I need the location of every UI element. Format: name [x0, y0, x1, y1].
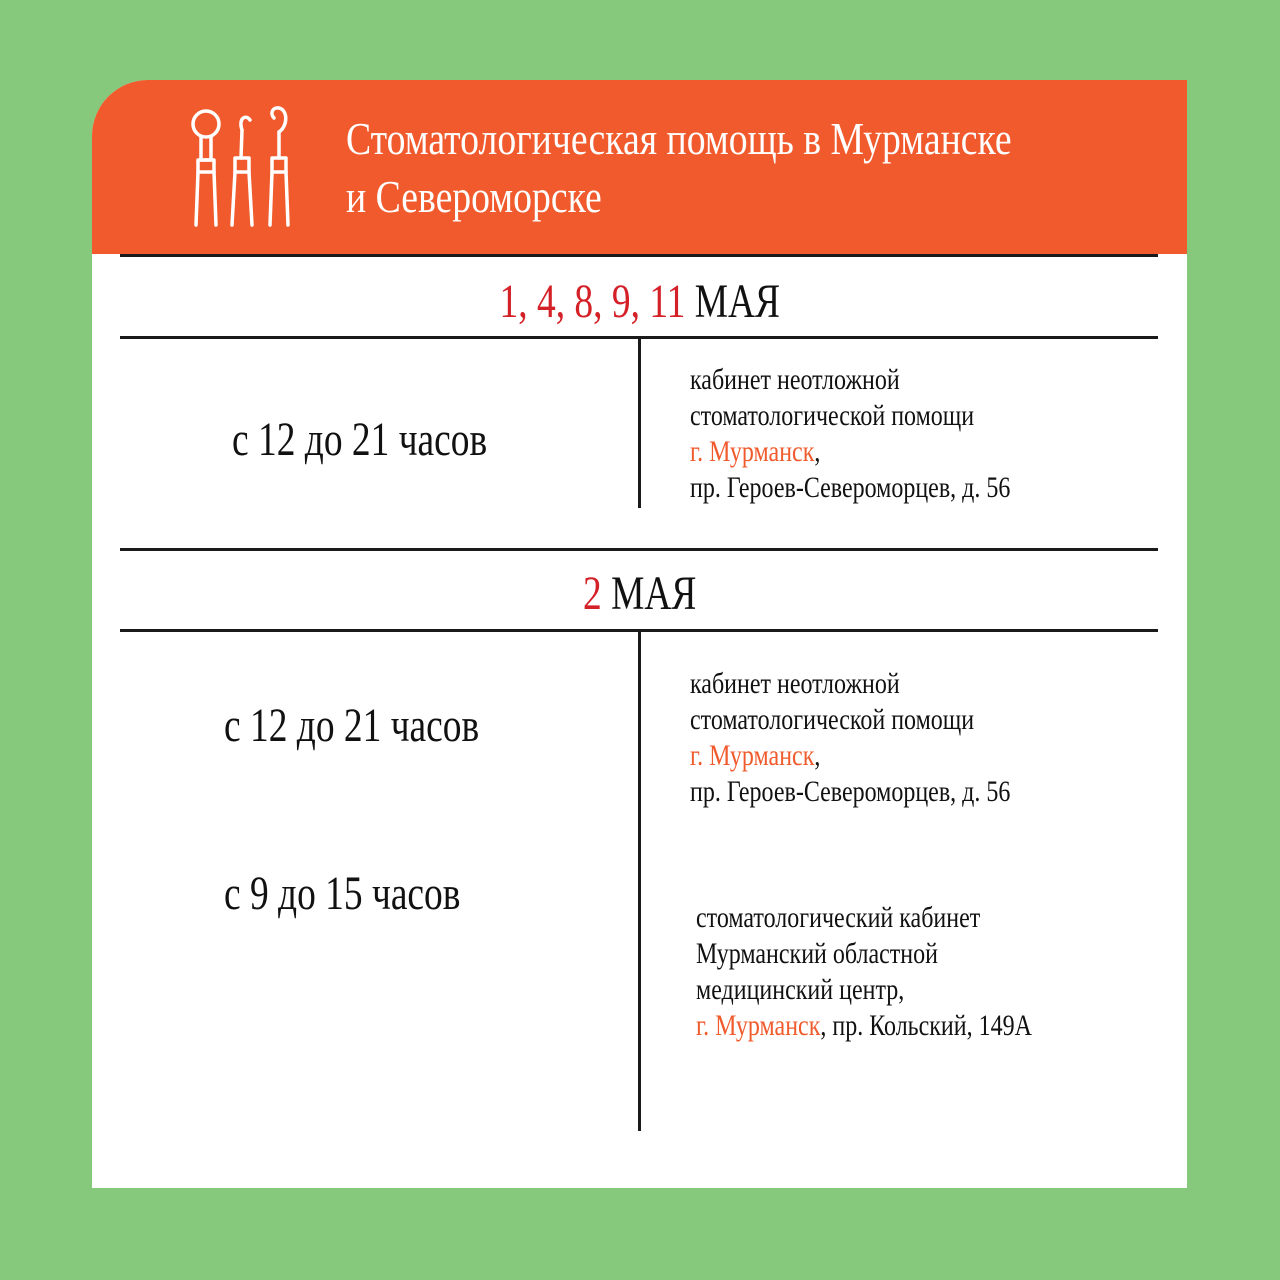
date-numbers: 1, 4, 8, 9, 11	[499, 275, 686, 328]
address-city-comma: ,	[814, 435, 821, 468]
title-line-1: Стоматологическая помощь в Мурманске	[346, 113, 1012, 164]
address-street: пр. Героев-Североморцев, д. 56	[690, 471, 1011, 504]
address-line: стоматологической помощи	[690, 703, 975, 736]
page-title	[346, 110, 1012, 226]
address-street: пр. Героев-Североморцев, д. 56	[690, 775, 1011, 808]
date-number: 2	[582, 567, 602, 620]
date-month: МАЯ	[694, 275, 780, 328]
date-heading-2	[92, 566, 1187, 622]
address-city: г. Мурманск	[690, 739, 815, 772]
date-heading-1	[92, 274, 1187, 330]
column-divider	[638, 631, 641, 1131]
address-line: Мурманский областной	[696, 937, 938, 970]
address-street: , пр. Кольский, 149А	[820, 1009, 1032, 1042]
address-city-line	[696, 1008, 1032, 1044]
address-line: стоматологической помощи	[690, 399, 975, 432]
address-city: г. Мурманск	[690, 435, 815, 468]
address-line: стоматологический кабинет	[696, 901, 981, 934]
address-city-line	[690, 434, 1010, 470]
divider-line	[120, 254, 1158, 257]
address-city: г. Мурманск	[696, 1009, 821, 1042]
date-month: МАЯ	[610, 567, 697, 620]
address-line: медицинский центр,	[696, 973, 905, 1006]
title-line-2: и Североморске	[346, 171, 602, 222]
address-block	[690, 362, 1010, 506]
address-block	[690, 666, 1010, 810]
column-divider	[638, 338, 641, 508]
dental-tools-icon	[184, 100, 304, 230]
address-block	[696, 900, 1032, 1044]
header-banner	[92, 80, 1187, 254]
address-city-line	[690, 738, 1010, 774]
address-line: кабинет неотложной	[690, 363, 900, 396]
hours-text: с 12 до 21 часов	[224, 699, 480, 752]
divider-line	[120, 548, 1158, 551]
address-city-comma: ,	[814, 739, 821, 772]
hours-text: с 12 до 21 часов	[232, 413, 488, 466]
info-card	[92, 80, 1187, 1188]
address-line: кабинет неотложной	[690, 667, 900, 700]
hours-text: с 9 до 15 часов	[224, 867, 461, 920]
